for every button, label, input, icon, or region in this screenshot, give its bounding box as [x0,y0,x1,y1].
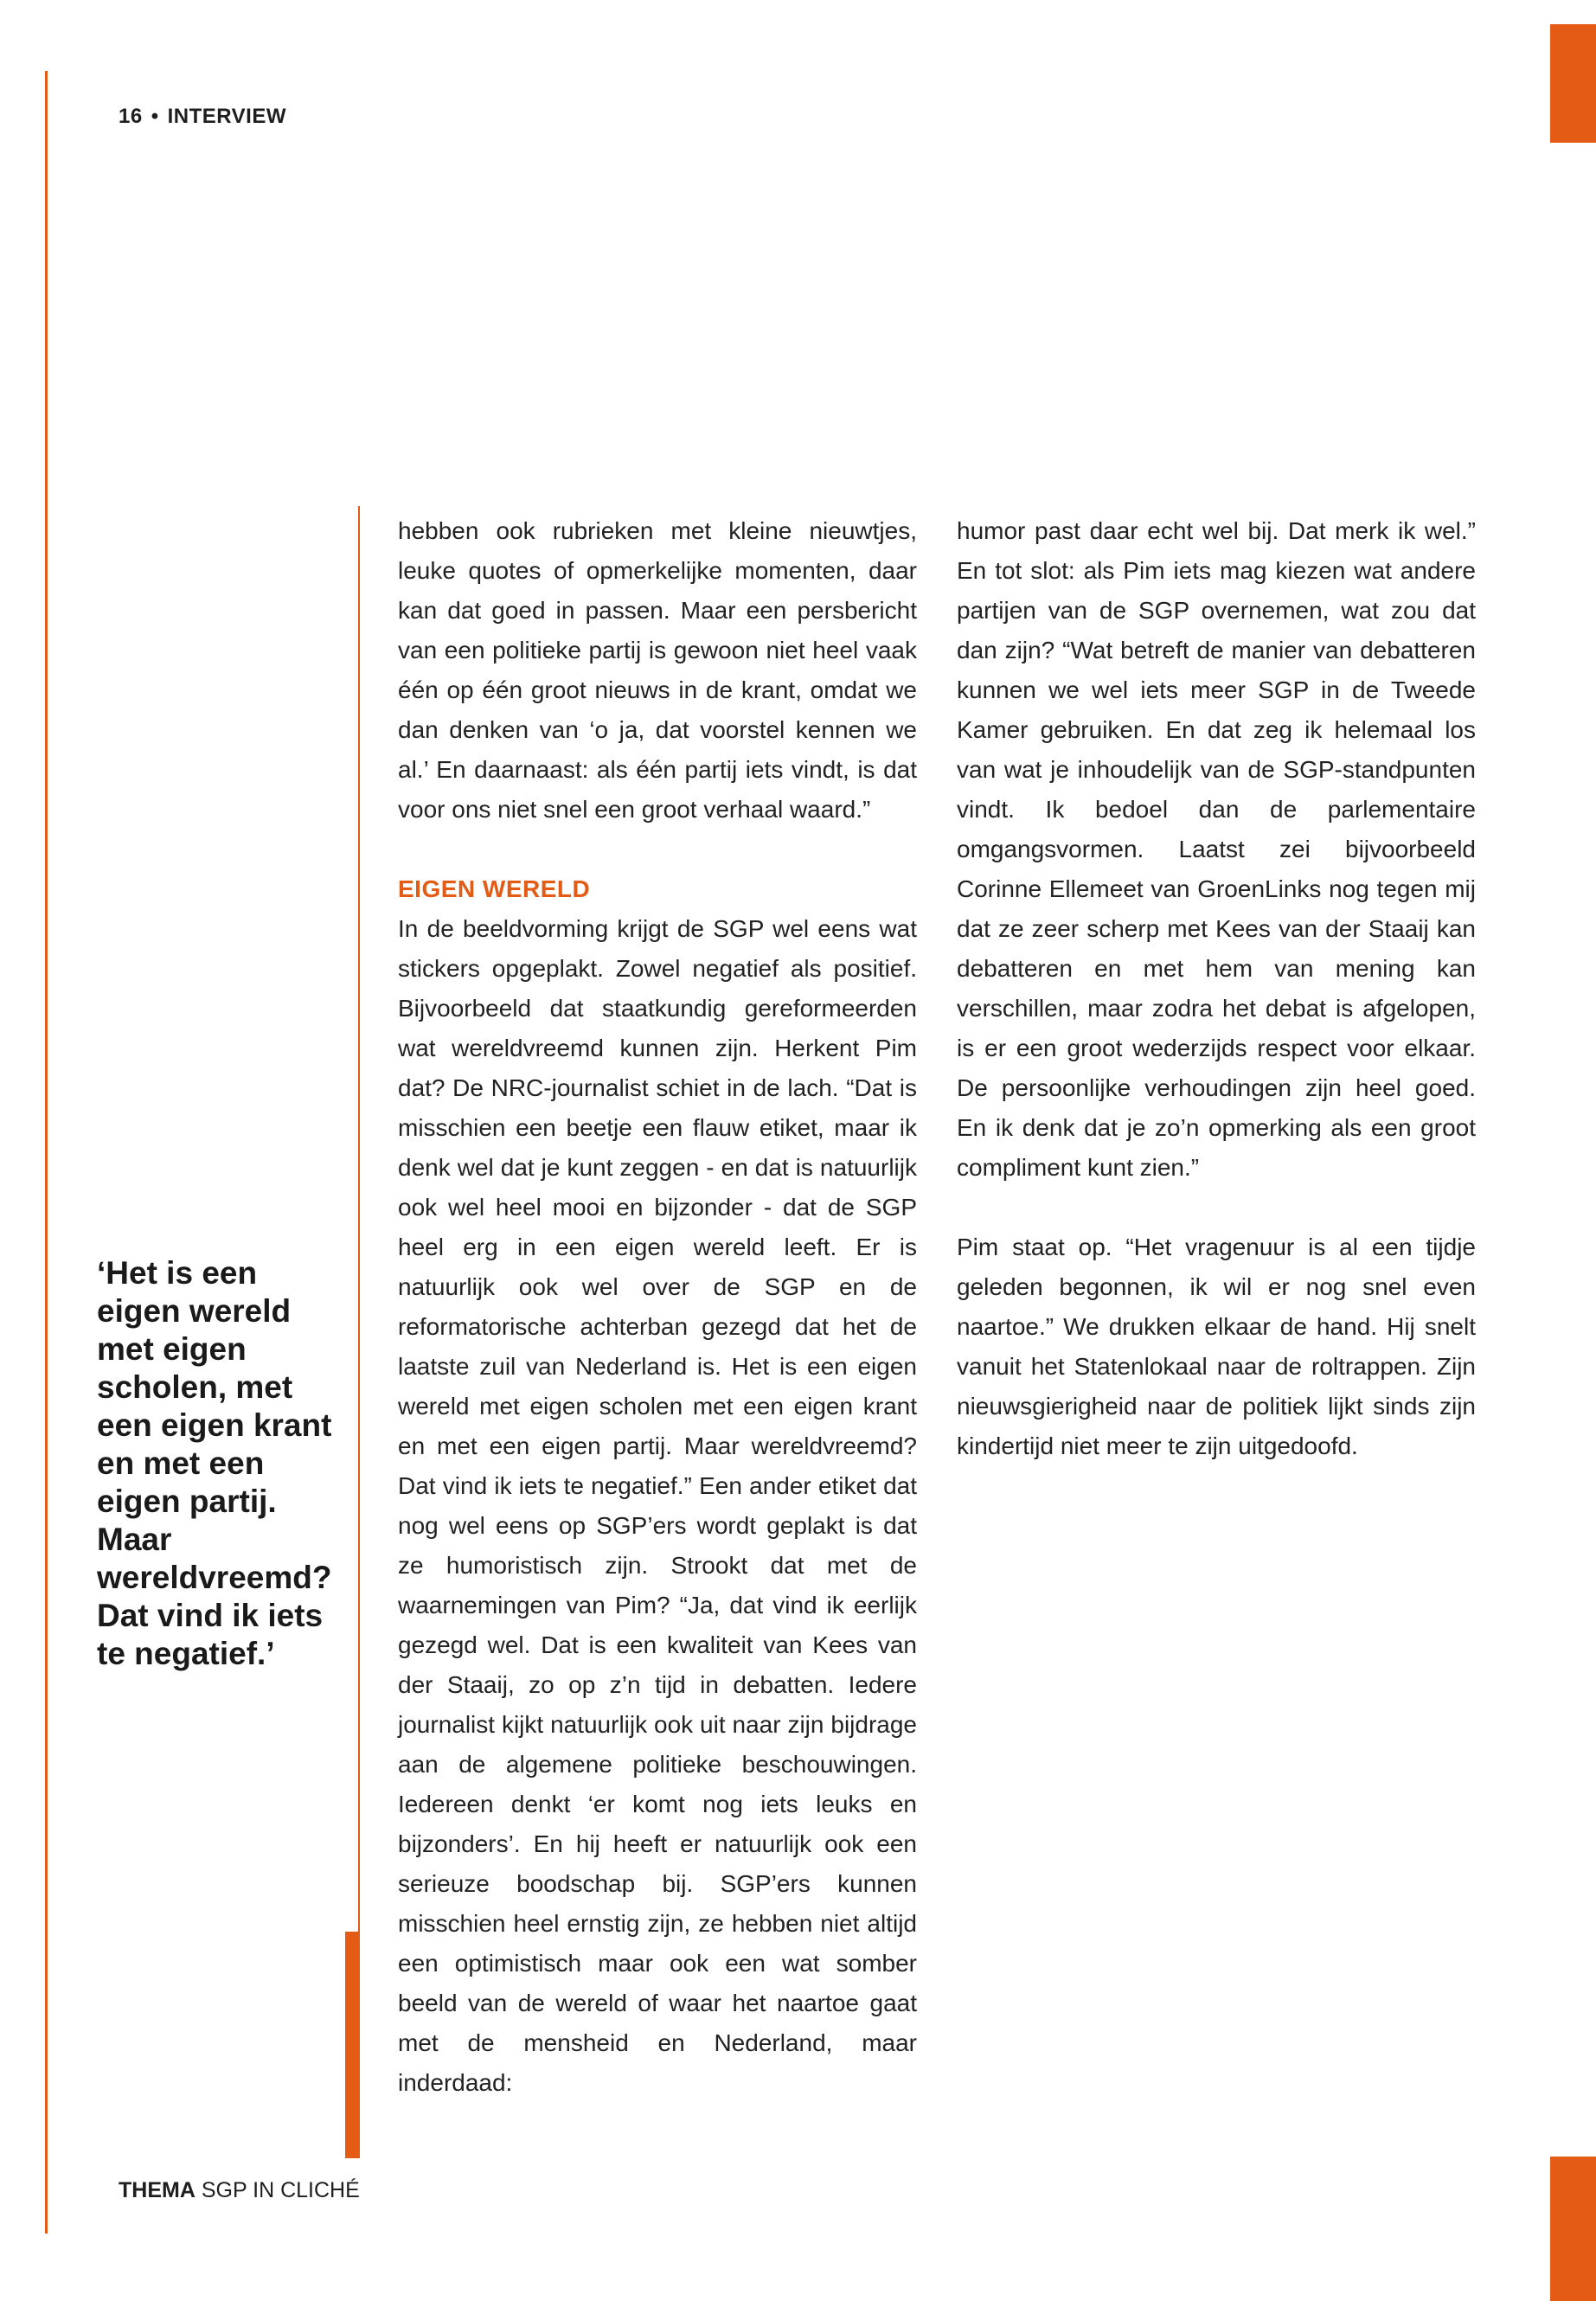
left-margin-rule [45,71,48,2234]
article-column-1 [398,511,917,2103]
running-footer [119,2178,360,2203]
header-separator: • [151,105,159,128]
footer-theme-label: THEMA [119,2178,195,2202]
column-divider-accent [345,1932,360,2158]
column1-paragraph-1: hebben ook rubrieken met kleine nieuwtjes, leuke quotes of opmerkelijke momenten, daar kan dat goed in passen. Maar een persbericht van een politieke partij is gewoon niet heel vaak één op één groot nieuws in de krant, omdat we dan denken van ‘o ja, dat voorstel kennen we al.’ En daarnaast: als één partij iets vindt, is dat voor ons niet snel een groot verhaal waard.” [398,517,917,823]
pull-quote: ‘Het is een eigen wereld met eigen scholen, met een eigen krant en met een eigen partij. Maar wereldvreemd? Dat vind ik iets te negatief.’ [97,1255,332,1671]
column2-paragraph-2: Pim staat op. “Het vragenuur is al een tijdje geleden begonnen, ik wil er nog snel even naartoe.” We drukken elkaar de hand. Hij snelt vanuit het Statenlokaal naar de roltrappen. Zijn nieuwsgierigheid naar de politiek lijkt sinds zijn kindertijd niet meer te zijn uitgedoofd. [957,1234,1476,1459]
section-label: INTERVIEW [167,105,287,128]
orange-edge-tab-top [1550,24,1596,143]
article-column-2 [957,511,1476,1466]
page-number: 16 [119,105,143,128]
footer-theme-title: SGP IN CLICHÉ [201,2178,360,2202]
running-header [119,105,286,129]
column1-paragraph-2: In de beeldvorming krijgt de SGP wel eens wat stickers opgeplakt. Zowel negatief als positief. Bijvoorbeeld dat staatkundig gereformeerden wat wereldvreemd kunnen zijn. Herkent Pim dat? De NRC-journalist schiet in de lach. “Dat is misschien een beetje een flauw etiket, maar ik denk wel dat je kunt zeggen - en dat is natuurlijk ook wel heel mooi en bijzonder - dat de SGP heel erg in een eigen wereld leeft. Er is natuurlijk ook wel over de SGP en de reformatorische achterban gezegd dat het de laatste zuil van Nederland is. Het is een eigen wereld met eigen scholen met een eigen krant en met een eigen partij. Maar wereldvreemd? Dat vind ik iets te negatief.” Een ander etiket dat nog wel eens op SGP’ers wordt geplakt is dat ze humoristisch zijn. Strookt dat met de waarnemingen van Pim? “Ja, dat vind ik eerlijk gezegd wel. Dat is een kwaliteit van Kees van der Staaij, zo op z’n tijd in debatten. Iedere journalist kijkt natuurlijk ook uit naar zijn bijdrage aan de algemene politieke beschouwingen. Iedereen denkt ‘er komt nog iets leuks en bijzonders’. En hij heeft er natuurlijk ook een serieuze boodschap bij. SGP’ers kunnen misschien heel ernstig zijn, ze hebben niet altijd een optimistisch maar ook een wat somber beeld van de wereld of waar het naartoe gaat met de mensheid en Nederland, maar inderdaad: [398,915,917,2096]
column2-paragraph-1: humor past daar echt wel bij. Dat merk ik wel.” En tot slot: als Pim iets mag kiezen wat andere partijen van de SGP overnemen, wat zou dat dan zijn? “Wat betreft de manier van debatteren kunnen we wel iets meer SGP in de Tweede Kamer gebruiken. En dat zeg ik helemaal los van wat je inhoudelijk van de SGP-standpunten vindt. Ik bedoel dan de parlementaire omgangsvormen. Laatst zei bijvoorbeeld Corinne Ellemeet van GroenLinks nog tegen mij dat ze zeer scherp met Kees van der Staaij kan debatteren en met hem van mening kan verschillen, maar zodra het debat is afgelopen, is er een groot wederzijds respect voor elkaar. De persoonlijke verhoudingen zijn heel goed. En ik denk dat je zo’n opmerking als een groot compliment kunt zien.” [957,517,1476,1181]
section-heading-eigen-wereld: EIGEN WERELD [398,875,591,902]
orange-edge-tab-bottom [1550,2157,1596,2301]
column-divider-rule [358,506,360,1933]
